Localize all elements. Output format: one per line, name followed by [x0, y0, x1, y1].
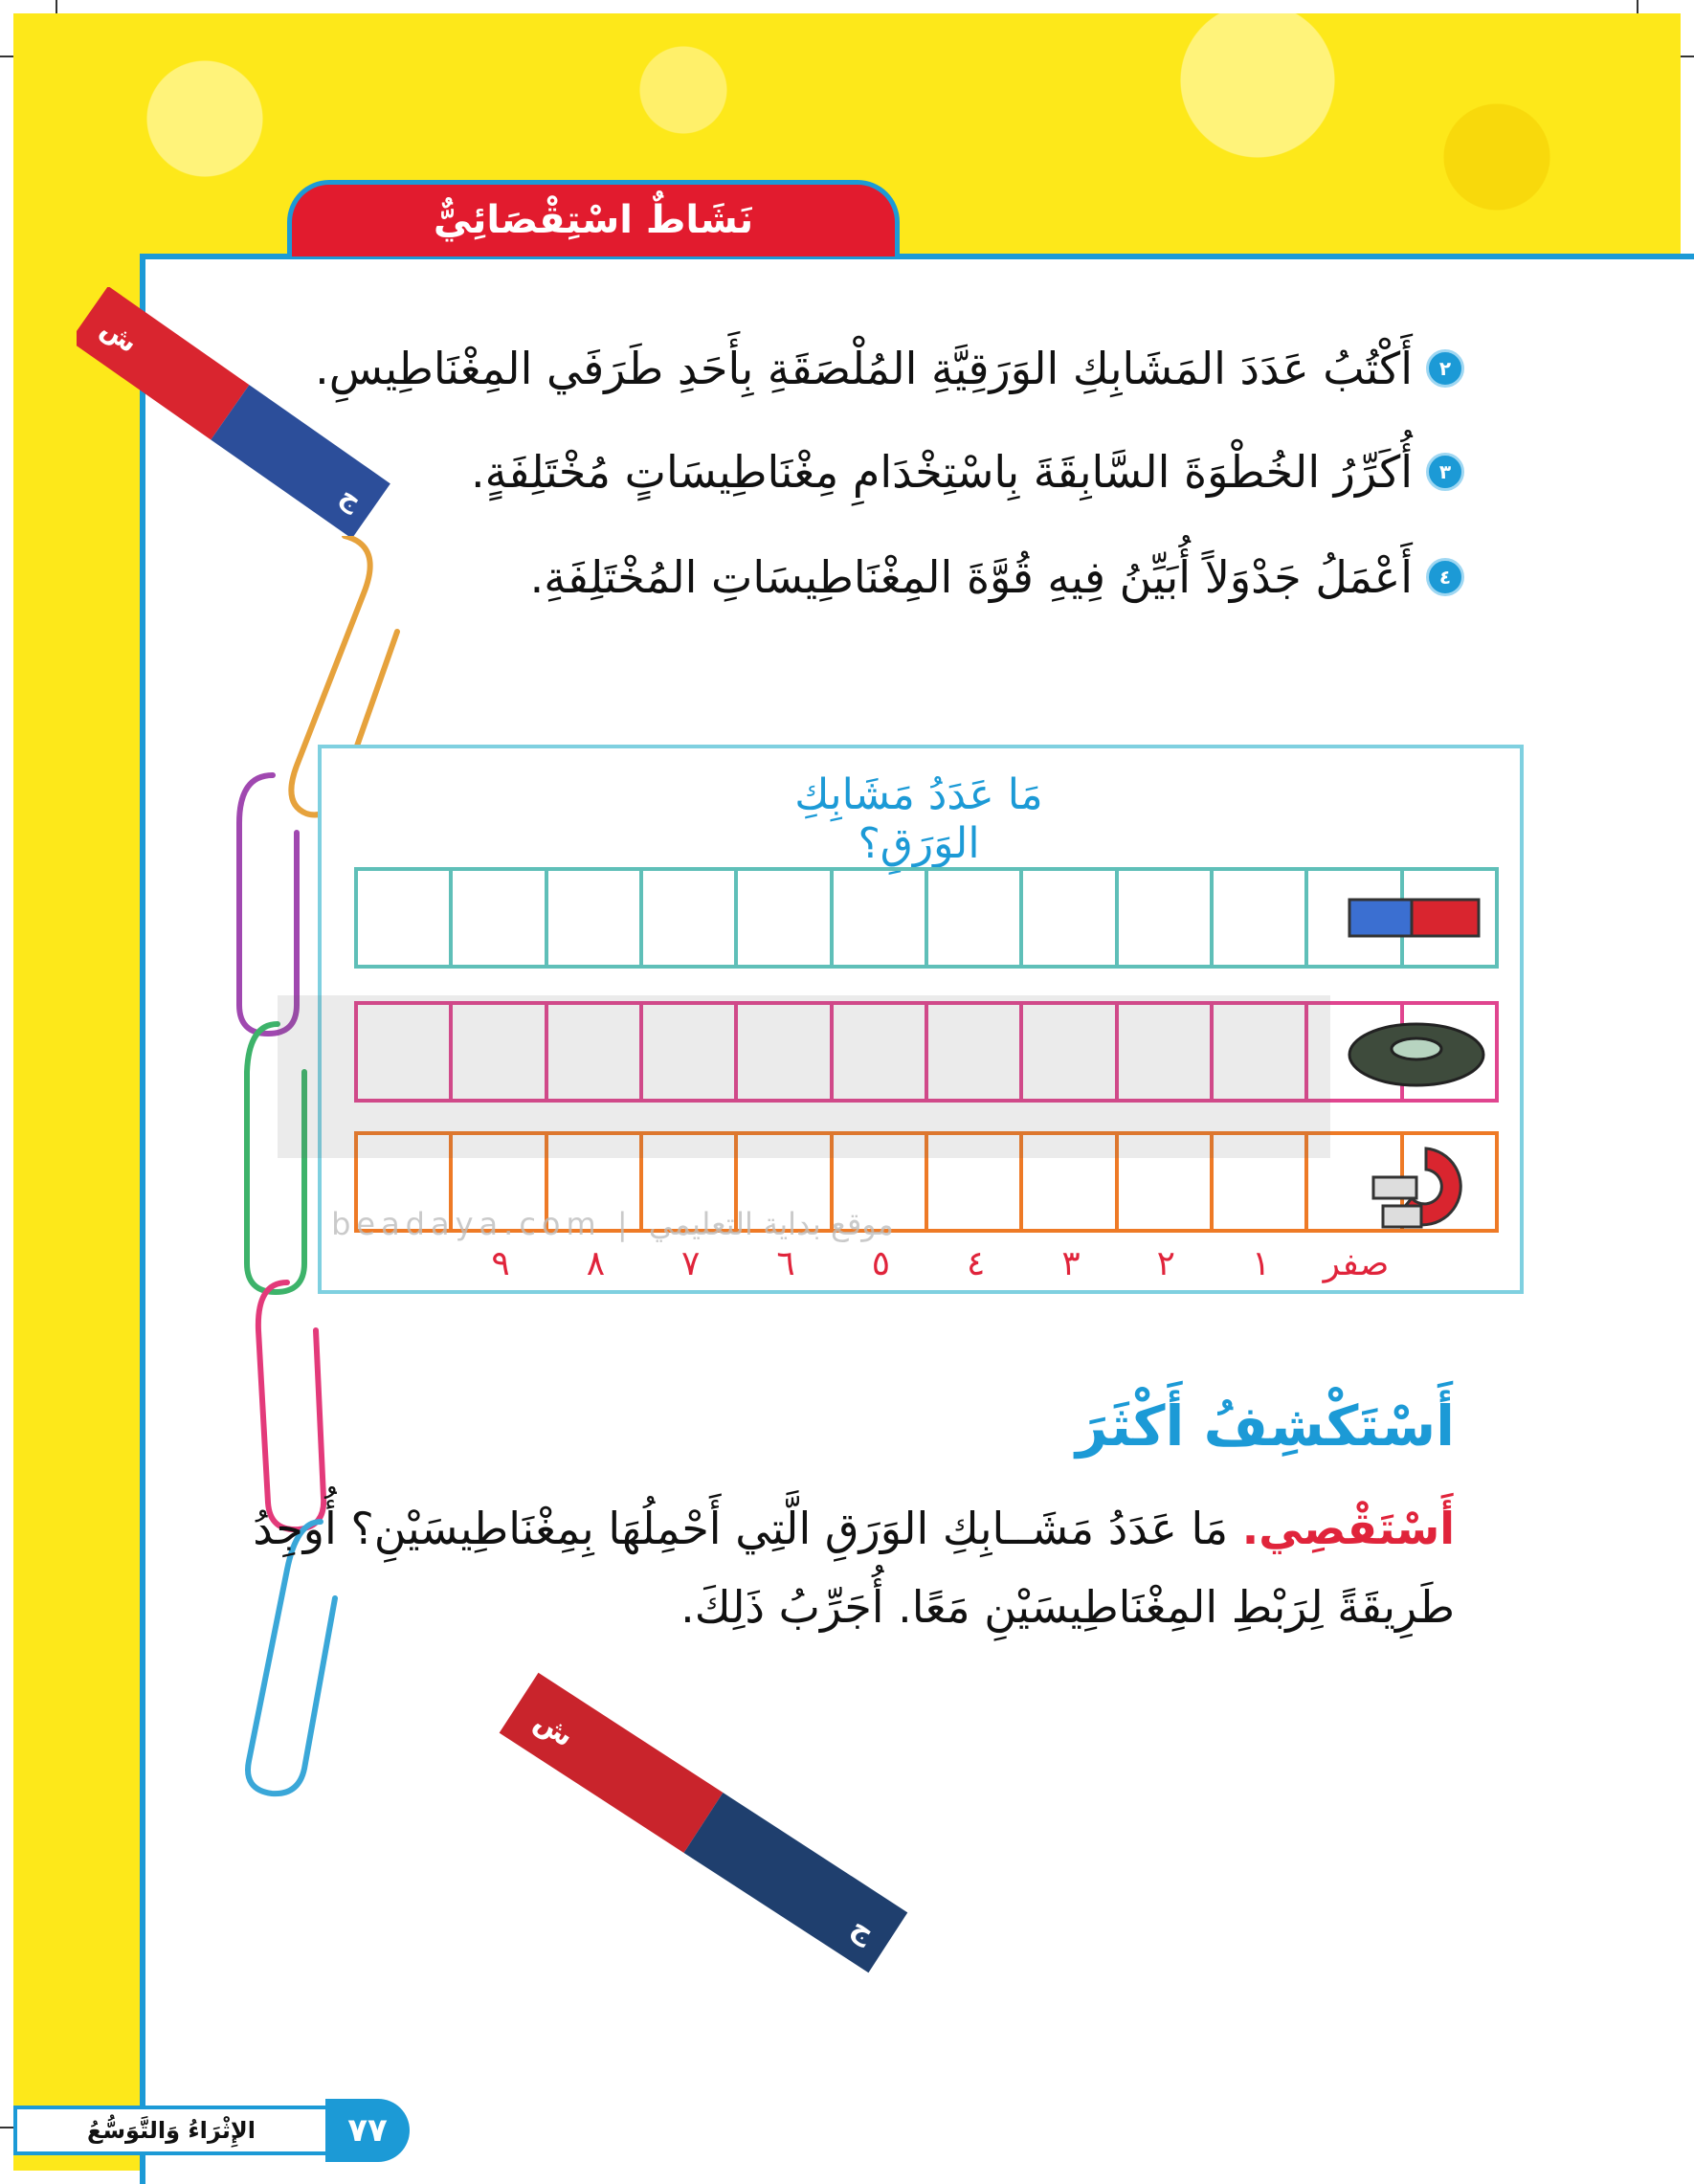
table-cell — [1210, 1001, 1308, 1103]
step-2 — [315, 343, 1464, 394]
table-cell — [830, 867, 928, 969]
step-number: ٣ — [1426, 453, 1464, 491]
table-cell — [545, 1001, 643, 1103]
bar-magnet-illustration — [498, 1656, 995, 2019]
ring-magnet-icon — [1392, 1038, 1441, 1059]
horseshoe-magnet-icon — [1373, 1177, 1416, 1198]
watermark-text: beadaya.com | موقع بداية التعليمي — [331, 1206, 894, 1242]
table-row-bar-magnet — [358, 867, 1499, 969]
table-cell — [734, 1001, 833, 1103]
bar-magnet-icon — [1345, 885, 1488, 952]
horseshoe-magnet-icon — [1383, 1206, 1421, 1227]
paper-clip-icon — [239, 775, 297, 1034]
explore-text: مَا عَدَدُ مَشَــابِكِ الوَرَقِ الَّتِي أَحْمِلُهَا بِمِغْنَاطِيسَيْنِ؟ أُوجِدُ — [253, 1503, 1229, 1554]
explore-paragraph-line-2: طَرِيقَةً لِرَبْطِ المِغْنَاطِيسَيْنِ مَعًا. أُجَرِّبُ ذَلِكَ. — [680, 1581, 1455, 1633]
table-cell — [1210, 867, 1308, 969]
step-text: أَكْتُبُ عَدَدَ المَشَابِكِ الوَرَقِيَّةِ المُلْصَقَةِ بِأَحَدِ طَرَفَي المِغْنَاطِيسِ. — [315, 343, 1413, 394]
table-cell — [354, 1001, 453, 1103]
table-cell — [830, 1001, 928, 1103]
magnet-north-half — [77, 287, 249, 439]
scale-number: ٦ — [776, 1244, 795, 1283]
table-row-ring-magnet — [358, 1001, 1499, 1103]
magnet-pole-label: ج — [845, 1909, 881, 1950]
table-cell — [925, 1001, 1023, 1103]
scale-number: ٥ — [871, 1244, 891, 1283]
table-cell — [354, 867, 453, 969]
table-cell — [1210, 1131, 1308, 1233]
scale-number: ٩ — [491, 1244, 510, 1283]
magnet-pole-label: ش — [527, 1704, 580, 1754]
table-cell — [1019, 1131, 1118, 1233]
scale-number: ١ — [1252, 1244, 1271, 1283]
table-cell — [449, 867, 547, 969]
magnet-south-half — [211, 385, 390, 539]
table-cell — [639, 867, 738, 969]
horseshoe-magnet-icon — [1359, 1139, 1493, 1235]
magnet-pole-label: ج — [334, 479, 368, 517]
explore-paragraph-line-1 — [253, 1503, 1455, 1554]
step-number: ٢ — [1426, 349, 1464, 388]
table-cell — [1019, 867, 1118, 969]
scale-number: ٧ — [681, 1244, 701, 1283]
step-3 — [471, 446, 1464, 498]
magnet-north-half — [500, 1673, 724, 1853]
paper-clip-icon — [247, 1024, 304, 1292]
table-cell — [1115, 1001, 1214, 1103]
ring-magnet-icon — [1345, 1014, 1488, 1091]
step-text: أُكَرِّرُ الخُطْوَةَ السَّابِقَةَ بِاسْتِخْدَامِ مِغْنَاطِيسَاتٍ مُخْتَلِفَةٍ. — [471, 446, 1413, 498]
magnet-pole-label: ش — [95, 311, 145, 360]
table-cell — [925, 867, 1023, 969]
table-cell — [734, 867, 833, 969]
table-cell — [1115, 867, 1214, 969]
footer-section-label: الإِثْرَاءُ وَالتَّوَسُّعُ — [13, 2106, 329, 2155]
scale-number: ٣ — [1061, 1244, 1081, 1283]
scale-number: ٤ — [967, 1244, 986, 1283]
bar-magnet-illustration — [77, 287, 459, 574]
table-cell — [1115, 1131, 1214, 1233]
inquiry-label: أَسْتَقْصِي. — [1241, 1503, 1455, 1554]
step-4 — [530, 551, 1464, 603]
scale-number: ٨ — [586, 1244, 606, 1283]
magnet-south-half — [684, 1793, 908, 1972]
scale-spacer — [358, 1244, 453, 1283]
table-title: مَا عَدَدُ مَشَابِكِ الوَرَقِ؟ — [794, 770, 1043, 868]
bar-magnet-icon — [1412, 900, 1479, 936]
table-cell — [639, 1001, 738, 1103]
scale-number: ٢ — [1156, 1244, 1176, 1283]
step-text: أَعْمَلُ جَدْوَلاً أُبَيِّنُ فِيهِ قُوَّةَ المِغْنَاطِيسَاتِ المُخْتَلِفَةِ. — [529, 551, 1413, 603]
page-title: نَشَاطٌ اسْتِقْصَائِيٌّ — [433, 198, 754, 242]
table-cell — [1019, 1001, 1118, 1103]
explore-more-heading: أَسْتَكْشِفُ أَكْثَرَ — [1076, 1393, 1455, 1459]
bar-magnet-icon — [1349, 900, 1412, 936]
table-cell — [449, 1001, 547, 1103]
paper-clip-icon — [248, 1522, 335, 1794]
scale-number: صفر — [1323, 1244, 1390, 1283]
scale-number — [1404, 1244, 1499, 1283]
table-cell — [545, 867, 643, 969]
paper-clip-icon — [258, 1282, 323, 1529]
step-number: ٤ — [1426, 558, 1464, 596]
page-number: ٧٧ — [325, 2099, 410, 2162]
table-number-scale — [358, 1244, 1499, 1283]
